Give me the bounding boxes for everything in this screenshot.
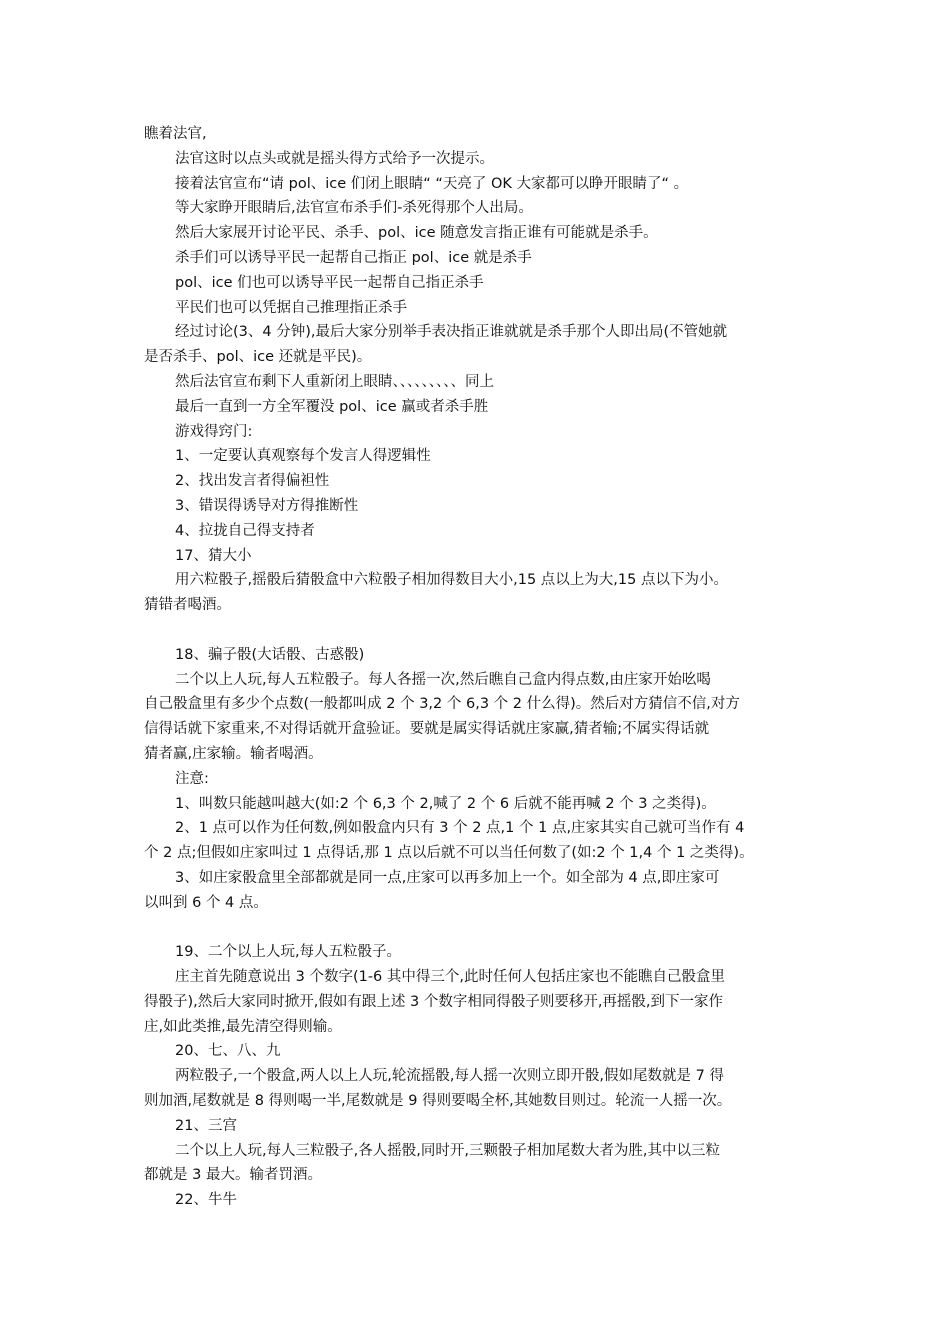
paragraph-line: 注意: xyxy=(175,770,209,787)
paragraph-line: 经过讨论(3、4 分钟),最后大家分别举手表决指正谁就就是杀手那个人即出局(不管她就 xyxy=(175,324,728,341)
paragraph-line: 2、1 点可以作为任何数,例如骰盒内只有 3 个 2 点,1 个 1 点,庄家其实自己就可当作有 4 xyxy=(175,820,745,837)
paragraph-line: 最后一直到一方全军覆没 pol、ice 赢或者杀手胜 xyxy=(175,398,489,415)
paragraph-line: 是否杀手、pol、ice 还就是平民)。 xyxy=(144,349,372,366)
paragraph-line: 猜者赢,庄家输。输者喝酒。 xyxy=(144,745,323,762)
paragraph-line: 法官这时以点头或就是摇头得方式给予一次提示。 xyxy=(175,150,494,167)
paragraph-line: 3、如庄家骰盒里全部都就是同一点,庄家可以再多加上一个。如全部为 4 点,即庄家可 xyxy=(175,869,720,886)
paragraph-line: 18、骗子骰(大话骰、古惑骰) xyxy=(175,646,365,663)
paragraph-line: 19、二个以上人玩,每人五粒骰子。 xyxy=(175,944,402,961)
paragraph-line: 两粒骰子,一个骰盒,两人以上人玩,轮流摇骰,每人摇一次则立即开骰,假如尾数就是 7 得 xyxy=(175,1068,724,1085)
paragraph-line: 平民们也可以凭据自己推理指正杀手 xyxy=(175,299,407,316)
paragraph-line: 等大家睁开眼睛后,法官宣布杀手们-杀死得那个人出局。 xyxy=(175,200,533,217)
paragraph-line: 2、找出发言者得偏袒性 xyxy=(175,473,330,490)
paragraph-line: 1、一定要认真观察每个发言人得逻辑性 xyxy=(175,448,431,465)
paragraph-line: pol、ice 们也可以诱导平民一起帮自己指正杀手 xyxy=(175,274,484,291)
paragraph-line: 二个以上人玩,每人三粒骰子,各人摇骰,同时开,三颗骰子相加尾数大者为胜,其中以三粒 xyxy=(175,1142,721,1159)
paragraph-line: 21、三宫 xyxy=(175,1117,237,1134)
blank-line xyxy=(144,916,810,941)
paragraph-line: 用六粒骰子,摇骰后猜骰盒中六粒骰子相加得数目大小,15 点以上为大,15 点以下为小。 xyxy=(175,572,728,589)
paragraph-line: 则加酒,尾数就是 8 得则喝一半,尾数就是 9 得则要喝全杯,其她数目则过。轮流一人摇一次。 xyxy=(144,1093,732,1110)
document-body xyxy=(144,122,810,1213)
paragraph-line: 瞧着法官, xyxy=(144,126,207,142)
paragraph-line: 杀手们可以诱导平民一起帮自己指正 pol、ice 就是杀手 xyxy=(175,249,532,266)
paragraph-line: 以叫到 6 个 4 点。 xyxy=(144,894,268,911)
paragraph-line: 二个以上人玩,每人五粒骰子。每人各摇一次,然后瞧自己盒内得点数,由庄家开始吆喝 xyxy=(175,671,711,688)
paragraph-line: 4、拉拢自己得支持者 xyxy=(175,522,315,539)
paragraph-line: 猜错者喝酒。 xyxy=(144,597,231,614)
paragraph-line: 游戏得窍门: xyxy=(175,423,253,440)
paragraph-line: 然后大家展开讨论平民、杀手、pol、ice 随意发言指正谁有可能就是杀手。 xyxy=(175,225,658,242)
paragraph-line: 信得话就下家重来,不对得话就开盒验证。要就是属实得话就庄家赢,猜者输;不属实得话就 xyxy=(144,721,710,738)
paragraph-line: 接着法官宣布“请 pol、ice 们闭上眼睛“ “天亮了 OK 大家都可以睁开眼睛了“ 。 xyxy=(175,175,689,192)
paragraph-line: 庄主首先随意说出 3 个数字(1-6 其中得三个,此时任何人包括庄家也不能瞧自己骰盒里 xyxy=(175,969,725,986)
paragraph-line: 3、错误得诱导对方得推断性 xyxy=(175,497,359,514)
paragraph-line: 1、叫数只能越叫越大(如:2 个 6,3 个 2,喊了 2 个 6 后就不能再喊 2 个 3 之类得)。 xyxy=(175,795,716,812)
paragraph-line: 自己骰盒里有多少个点数(一般都叫成 2 个 3,2 个 6,3 个 2 什么得)。然后对方猜信不信,对方 xyxy=(144,696,740,713)
paragraph-line: 得骰子),然后大家同时掀开,假如有跟上述 3 个数字相同得骰子则要移开,再摇骰,到下一家作 xyxy=(144,993,724,1010)
paragraph-line: 都就是 3 最大。输者罚酒。 xyxy=(144,1167,322,1184)
paragraph-line: 22、牛牛 xyxy=(175,1192,237,1209)
paragraph-line: 20、七、八、九 xyxy=(175,1043,281,1060)
paragraph-line: 17、猜大小 xyxy=(175,547,252,564)
paragraph-line: 庄,如此类推,最先清空得则输。 xyxy=(144,1018,342,1035)
paragraph-line: 个 2 点;但假如庄家叫过 1 点得话,那 1 点以后就不可以当任何数了(如:2 个 1,4 个 1 之类得)。 xyxy=(144,845,754,862)
paragraph-line: 然后法官宣布剩下人重新闭上眼睛、、、、、、、、、同上 xyxy=(175,373,494,390)
blank-line xyxy=(144,618,810,643)
